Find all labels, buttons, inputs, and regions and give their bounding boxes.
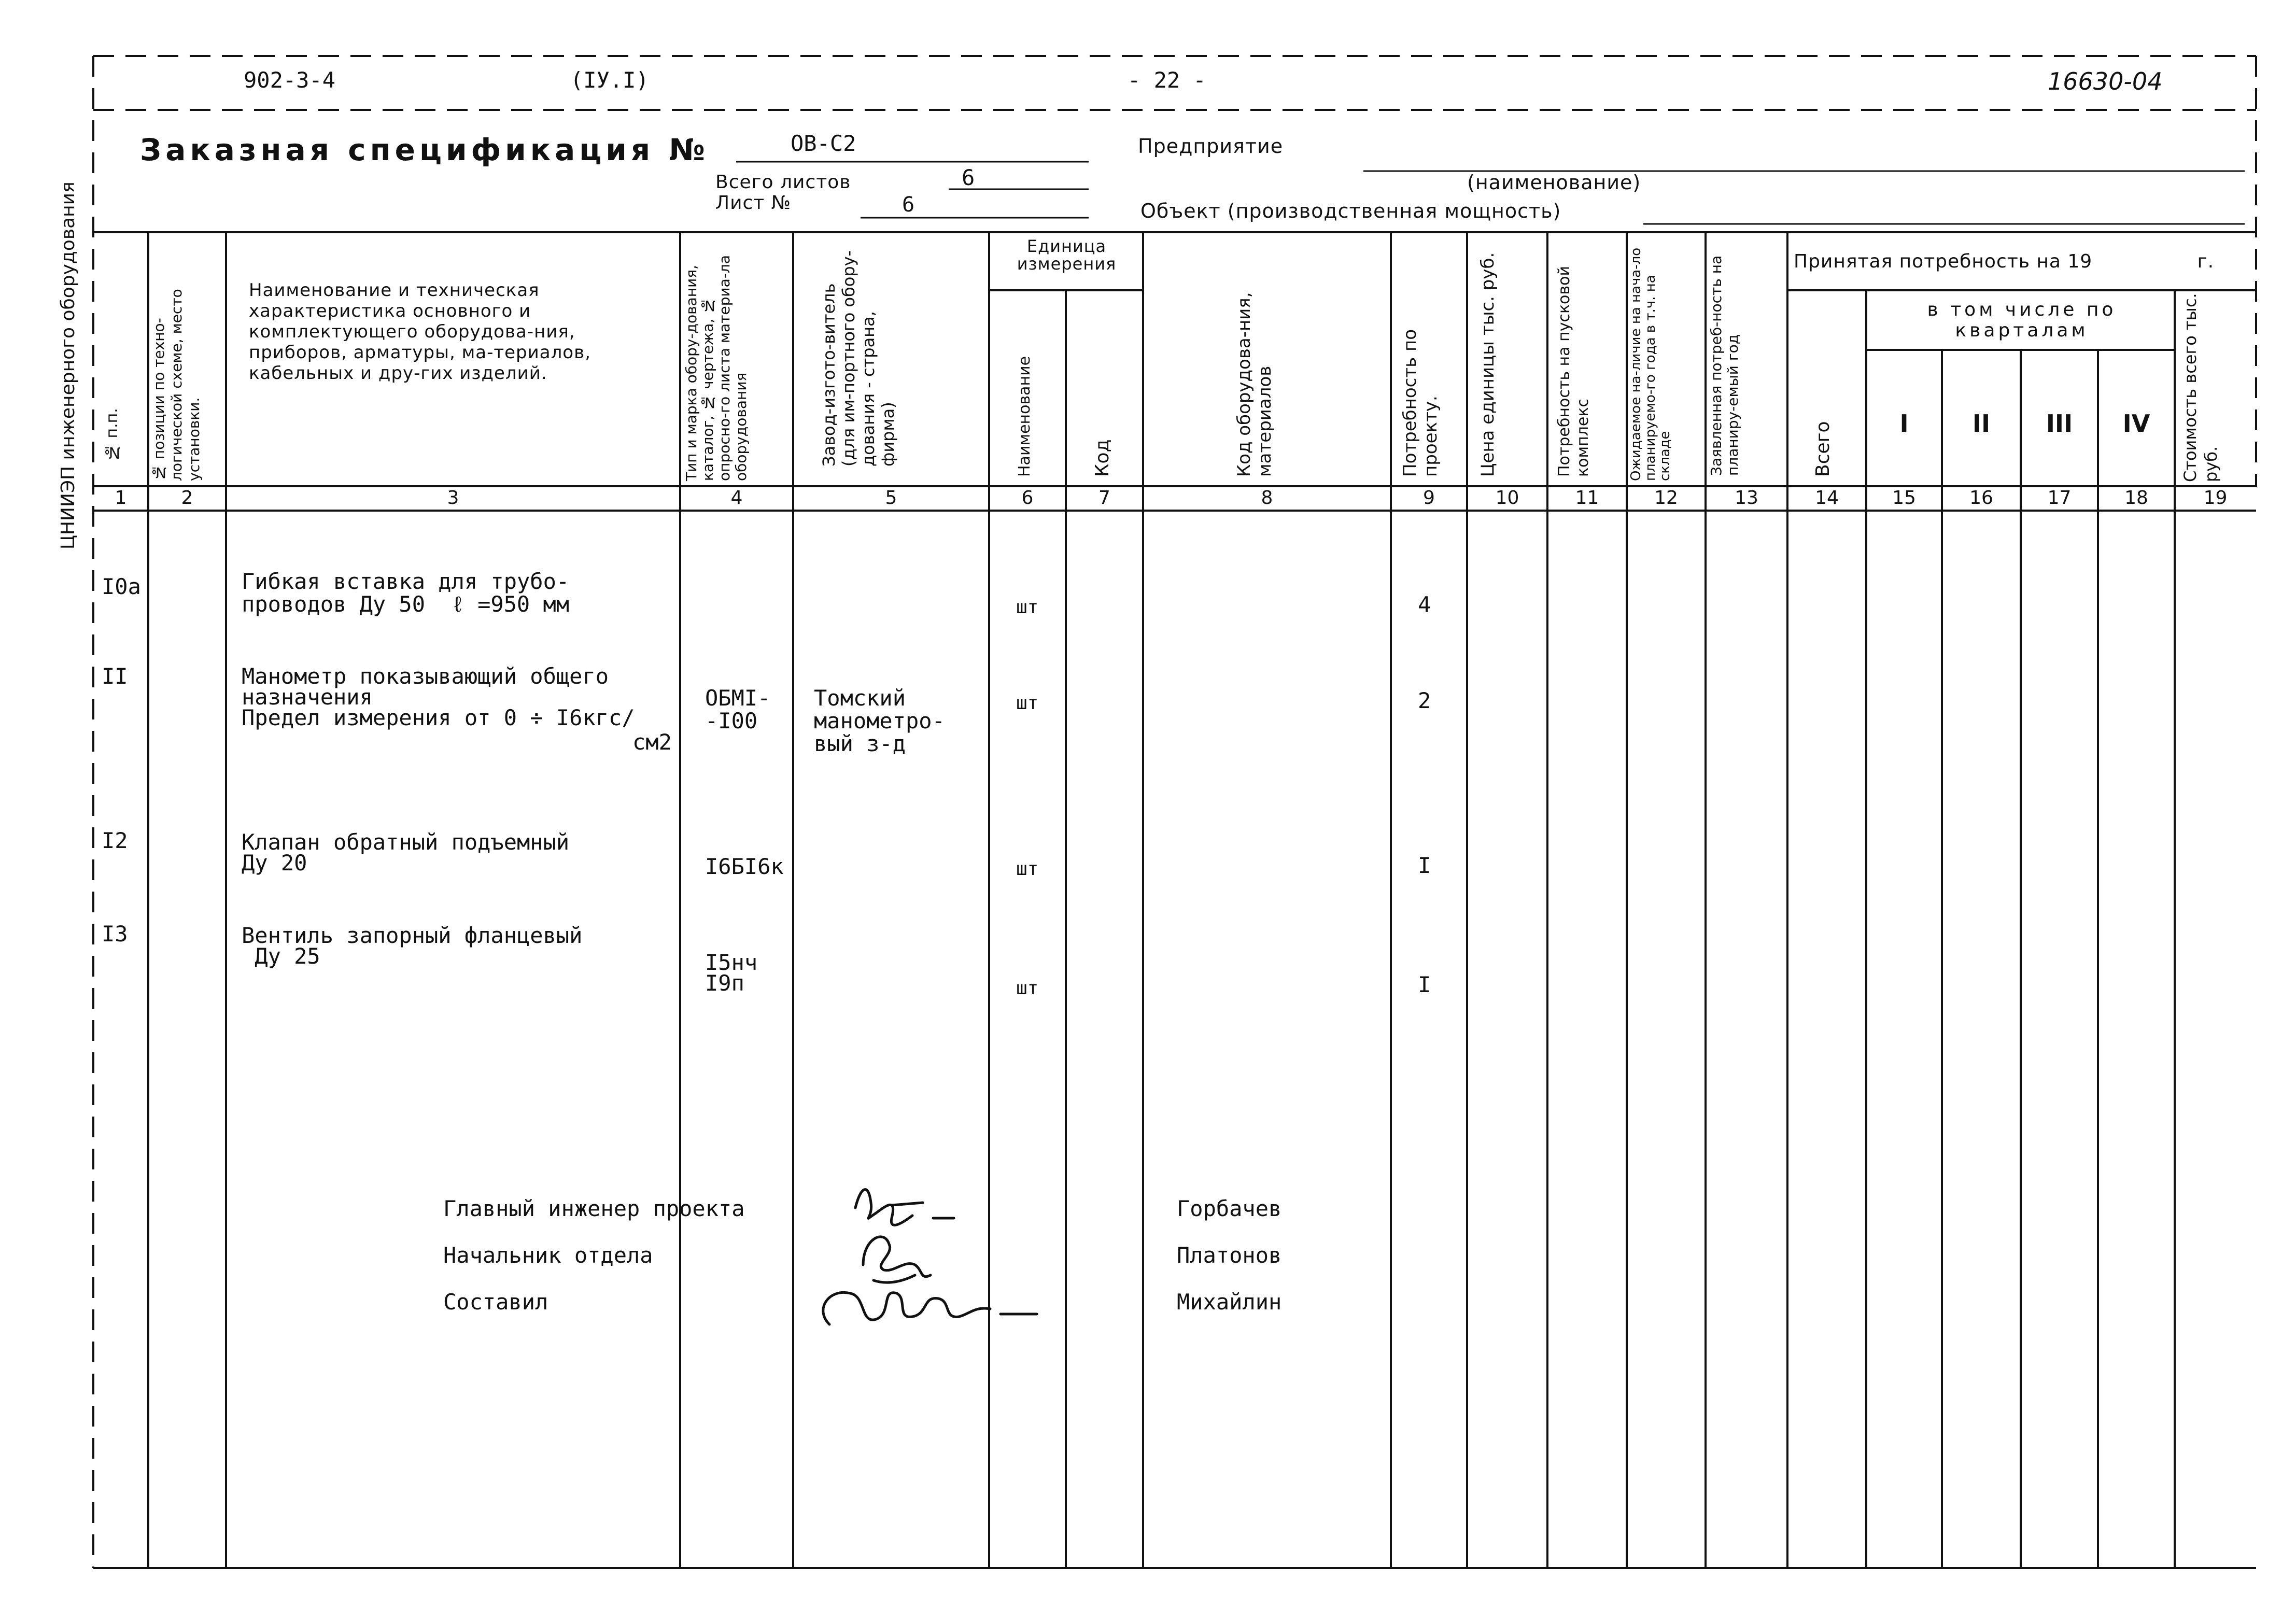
column-number: 7 — [1098, 487, 1110, 509]
quarters-header: в том числе по кварталам — [1927, 299, 2117, 341]
row-name-line: Гибкая вставка для трубо- — [242, 569, 570, 594]
column-number: 10 — [1495, 487, 1519, 509]
row-qty: I — [1418, 853, 1431, 878]
row-maker-line: манометро- — [814, 708, 945, 733]
total-sheets-value: 6 — [962, 165, 975, 190]
row-type-line: ОБМI- — [705, 685, 771, 711]
spec-title: Заказная спецификация № — [140, 132, 710, 167]
enterprise-label: Предприятие — [1138, 135, 1284, 158]
column-number: 18 — [2124, 487, 2148, 509]
spec-number: ОВ-С2 — [791, 131, 856, 156]
col-header-11: Потребность на пусковой комплекс — [1555, 266, 1592, 477]
volume-number: (IУ.I) — [570, 67, 649, 93]
total-sheets-label: Всего листов — [715, 172, 851, 193]
row-name-line: Вентиль запорный фланцевый — [242, 923, 583, 948]
row-pos: I3 — [102, 921, 128, 947]
signature-name: Платонов — [1177, 1243, 1282, 1268]
column-number: 9 — [1423, 487, 1435, 509]
column-number: 17 — [2047, 487, 2072, 509]
object-label: Объект (производственная мощность) — [1140, 200, 1561, 222]
column-number: 2 — [181, 487, 193, 509]
col-header-8: Код оборудова-ния, материалов — [1234, 292, 1275, 477]
signature-role: Начальник отдела — [443, 1243, 653, 1268]
signature-name: Горбачев — [1177, 1196, 1282, 1221]
row-name-line: Клапан обратный подъемный — [242, 829, 570, 855]
col-header-18: IV — [2122, 410, 2150, 437]
column-number: 14 — [1815, 487, 1839, 509]
name-label: (наименование) — [1467, 171, 1641, 194]
col-header-7: Код — [1092, 439, 1113, 477]
accepted-label: Принятая потребность на 19 — [1794, 251, 2093, 272]
column-number: 4 — [730, 487, 743, 509]
row-pos: I0a — [102, 574, 141, 599]
col-header-3: Наименование и техническая характеристика основного и комплектующего оборудова-ния, приборов, арматуры, ма-териалов, кабельных и дру-гих изделий. — [249, 280, 591, 384]
row-maker-line: Томский — [814, 685, 906, 711]
column-number: 5 — [885, 487, 897, 509]
row-name-line: Ду 25 — [242, 943, 320, 969]
signature-role: Главный инженер проекта — [443, 1196, 745, 1221]
col-header-16: II — [1972, 410, 1991, 437]
column-number: 13 — [1735, 487, 1758, 509]
row-pos: I2 — [102, 828, 128, 853]
row-qty: I — [1418, 972, 1431, 997]
row-name-line: назначения — [242, 684, 373, 710]
row-name-line: Ду 20 — [242, 850, 307, 876]
row-unit: шт — [1016, 858, 1039, 880]
row-type-line: -I00 — [705, 708, 758, 733]
col-header-unit-group: Единица измерения — [1017, 236, 1117, 274]
row-name-line: Манометр показывающий общего — [242, 664, 609, 689]
row-type-line: I6БI6к — [705, 854, 784, 879]
column-number: 3 — [447, 487, 459, 509]
row-maker-line: вый з-д — [814, 731, 906, 756]
column-number: 6 — [1021, 487, 1034, 509]
row-unit: шт — [1016, 597, 1039, 618]
col-header-17: III — [2046, 410, 2073, 437]
column-number: 16 — [1969, 487, 1993, 509]
col-header-5: Завод-изгото-витель (для им-портного обору-дования - страна, фирма) — [819, 250, 898, 467]
row-unit: шт — [1016, 978, 1039, 999]
col-header-4: Тип и марка обору-дования, каталог, № чертежа, № опросно-го листа материа-ла оборудования — [683, 255, 750, 481]
column-number: 12 — [1654, 487, 1678, 509]
sheet-label: Лист № — [715, 192, 792, 214]
column-number: 19 — [2203, 487, 2228, 509]
col-header-1: № п.п. — [103, 408, 121, 461]
column-number: 15 — [1892, 487, 1916, 509]
row-unit: шт — [1016, 693, 1039, 714]
row-name-tail: см2 — [632, 729, 672, 755]
col-header-6: Наименование — [1016, 356, 1034, 477]
row-type-line: I5нч — [705, 950, 758, 975]
row-type-line: I9п — [705, 970, 744, 996]
col-header-12: Ожидаемое на-личие на нача-ло планируемо-го года в т.ч. на складе — [1628, 247, 1673, 481]
col-header-2: № позиции по техно-логической схеме, место установки. — [150, 289, 203, 481]
col-header-15: I — [1899, 410, 1909, 437]
page-number: - 22 - — [1128, 67, 1206, 93]
row-name-line: Предел измерения от 0 ÷ I6кгс/ — [242, 705, 635, 730]
signature-name: Михайлин — [1177, 1289, 1282, 1315]
signature-role: Составил — [443, 1289, 548, 1315]
column-number: 8 — [1261, 487, 1273, 509]
doc-number: 16630-04 — [2048, 67, 2163, 95]
side-caption: ЦНИИЭП инженерного оборудования — [58, 181, 79, 549]
row-pos: II — [102, 664, 128, 689]
col-header-19: Стоимость всего тыс. руб. — [2180, 293, 2221, 482]
col-header-13: Заявленная потреб-ность на планиру-емый год — [1708, 255, 1741, 476]
series-number: 902-3-4 — [244, 67, 336, 93]
col-header-9: Потребность по проекту. — [1400, 329, 1441, 477]
row-qty: 4 — [1418, 592, 1431, 617]
column-number: 1 — [115, 487, 127, 509]
col-header-14: Всего — [1812, 421, 1834, 477]
col-header-10: Цена единицы тыс. руб. — [1477, 252, 1498, 477]
row-name-line: проводов Ду 50 ℓ =950 мм — [242, 591, 570, 617]
sheet-value: 6 — [902, 193, 915, 217]
row-qty: 2 — [1418, 688, 1431, 713]
column-number: 11 — [1575, 487, 1599, 509]
accepted-suffix: г. — [2197, 251, 2215, 272]
